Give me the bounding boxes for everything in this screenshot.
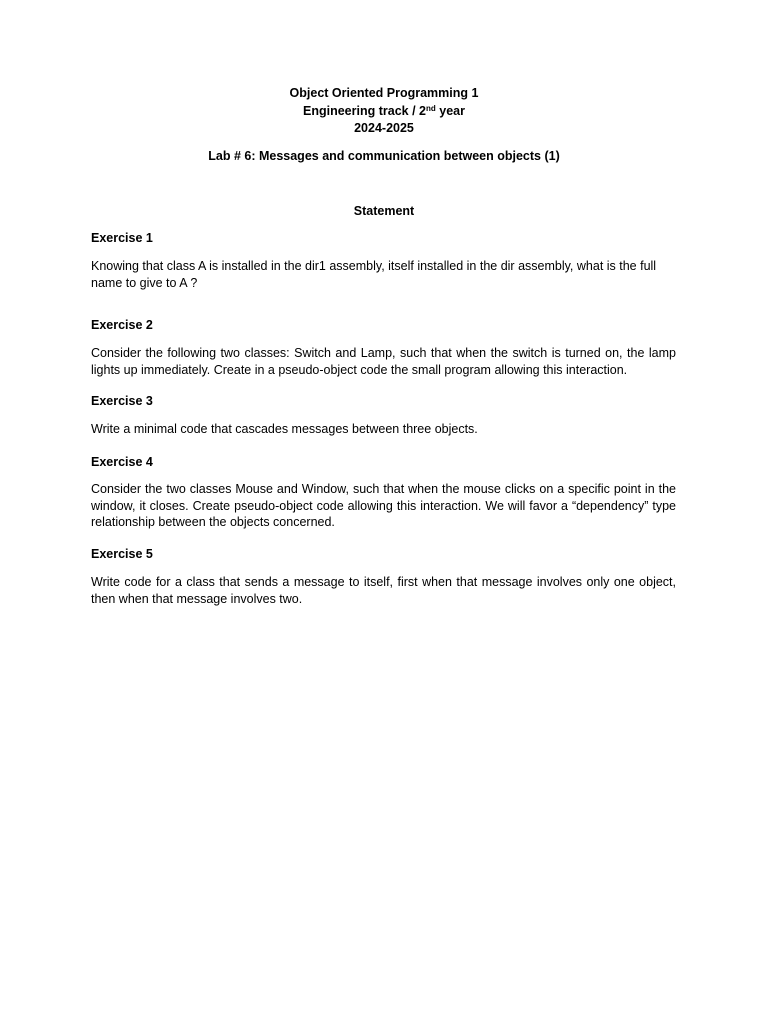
exercise-1-text: Knowing that class A is installed in the dir1 assembly, itself installed in the dir assembly, what is the full name to give to A ?	[91, 259, 657, 290]
exercise-3-heading: Exercise 3	[91, 394, 153, 408]
exercise-3-text: Write a minimal code that cascades messages between three objects.	[91, 422, 478, 436]
track-suffix: year	[435, 103, 465, 118]
exercise-1-heading: Exercise 1	[91, 231, 153, 245]
exercise-2-heading: Exercise 2	[91, 318, 153, 332]
track-line	[0, 103, 768, 121]
exercise-5-heading: Exercise 5	[91, 547, 153, 561]
track-prefix: Engineering track / 2	[303, 103, 426, 118]
exercise-4-text: Consider the two classes Mouse and Window, such that when the mouse clicks on a specific point in the window, it closes. Create pseudo-object code allowing this interaction. We will favor a “dependency” type relationship between the objects concerned.	[91, 482, 676, 529]
course-title: Object Oriented Programming 1	[289, 86, 479, 100]
track-superscript: nd	[425, 103, 436, 113]
exercise-5-text: Write code for a class that sends a message to itself, first when that message involves only one object, then when that message involves two.	[91, 575, 676, 606]
statement-heading: Statement	[353, 204, 415, 218]
document-header	[0, 85, 768, 138]
exercise-4-heading: Exercise 4	[91, 455, 153, 469]
exercise-2-text: Consider the following two classes: Switch and Lamp, such that when the switch is turned on, the lamp lights up immediately. Create in a pseudo-object code the small program allowing this interaction.	[91, 346, 676, 377]
academic-year: 2024-2025	[354, 121, 414, 135]
lab-title: Lab # 6: Messages and communication between objects (1)	[208, 149, 560, 163]
